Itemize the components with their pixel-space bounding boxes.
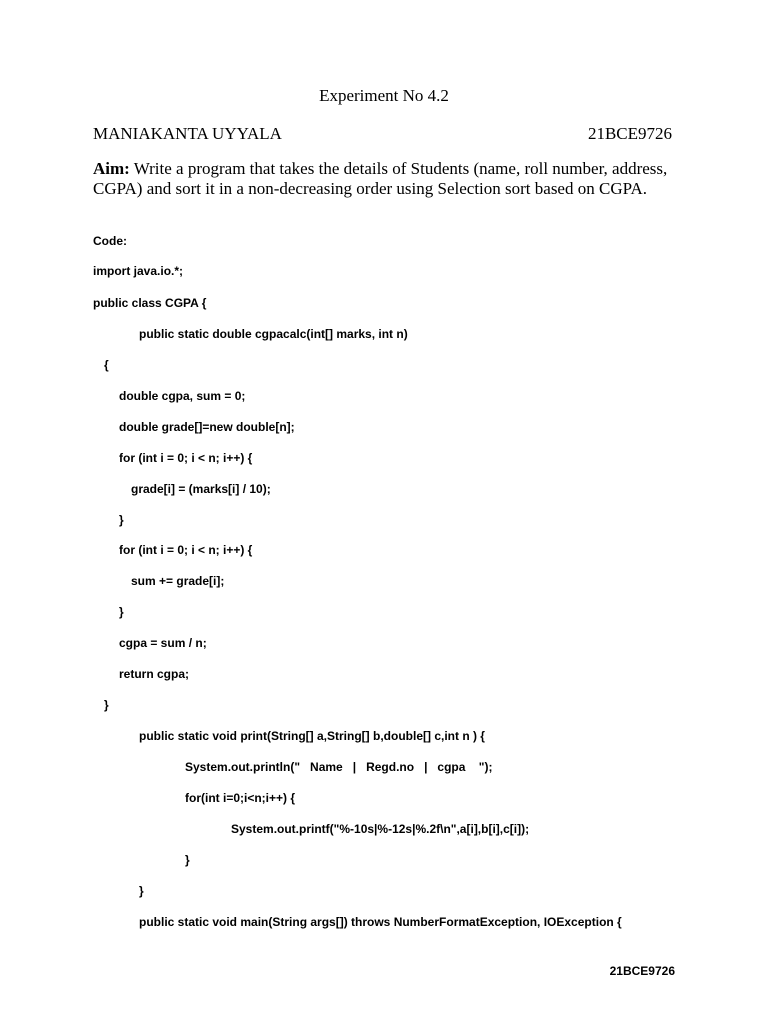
code-line: } — [119, 605, 124, 619]
code-heading: Code: — [93, 234, 127, 248]
code-line: public static double cgpacalc(int[] marks, int n) — [139, 327, 408, 341]
code-line: import java.io.*; — [93, 264, 184, 278]
code-line: } — [119, 513, 124, 527]
code-line: System.out.println(" Name | Regd.no | cgpa "); — [185, 760, 493, 774]
code-line: } — [185, 853, 190, 867]
aim-text: Write a program that takes the details of Students (name, roll number, address, CGPA) and sort it in a non-decreasing order using Selection sort based on CGPA. — [93, 159, 668, 198]
code-line: for (int i = 0; i < n; i++) { — [119, 543, 253, 557]
code-line: public static void print(String[] a,String[] b,double[] c,int n ) { — [139, 729, 485, 743]
code-line: for(int i=0;i<n;i++) { — [185, 791, 296, 805]
code-line: } — [104, 698, 109, 712]
code-line: double cgpa, sum = 0; — [119, 389, 246, 403]
code-line: sum += grade[i]; — [131, 574, 225, 588]
code-line: public static void main(String args[]) throws NumberFormatException, IOException { — [139, 915, 622, 929]
code-line: { — [104, 358, 109, 372]
code-line: double grade[]=new double[n]; — [119, 420, 295, 434]
registration-number: 21BCE9726 — [587, 124, 672, 143]
code-line: return cgpa; — [119, 667, 190, 681]
experiment-title: Experiment No 4.2 — [319, 86, 449, 105]
aim-statement — [93, 159, 683, 199]
code-line: System.out.printf("%-10s|%-12s|%.2f\n",a[i],b[i],c[i]); — [231, 822, 530, 836]
code-line: grade[i] = (marks[i] / 10); — [131, 482, 271, 496]
code-line: cgpa = sum / n; — [119, 636, 207, 650]
footer-registration-number: 21BCE9726 — [609, 964, 675, 978]
code-line: public class CGPA { — [93, 296, 207, 310]
code-line: for (int i = 0; i < n; i++) { — [119, 451, 253, 465]
aim-label: Aim: — [93, 159, 130, 178]
author-name: MANIAKANTA UYYALA — [93, 124, 282, 143]
code-line: } — [139, 884, 144, 898]
